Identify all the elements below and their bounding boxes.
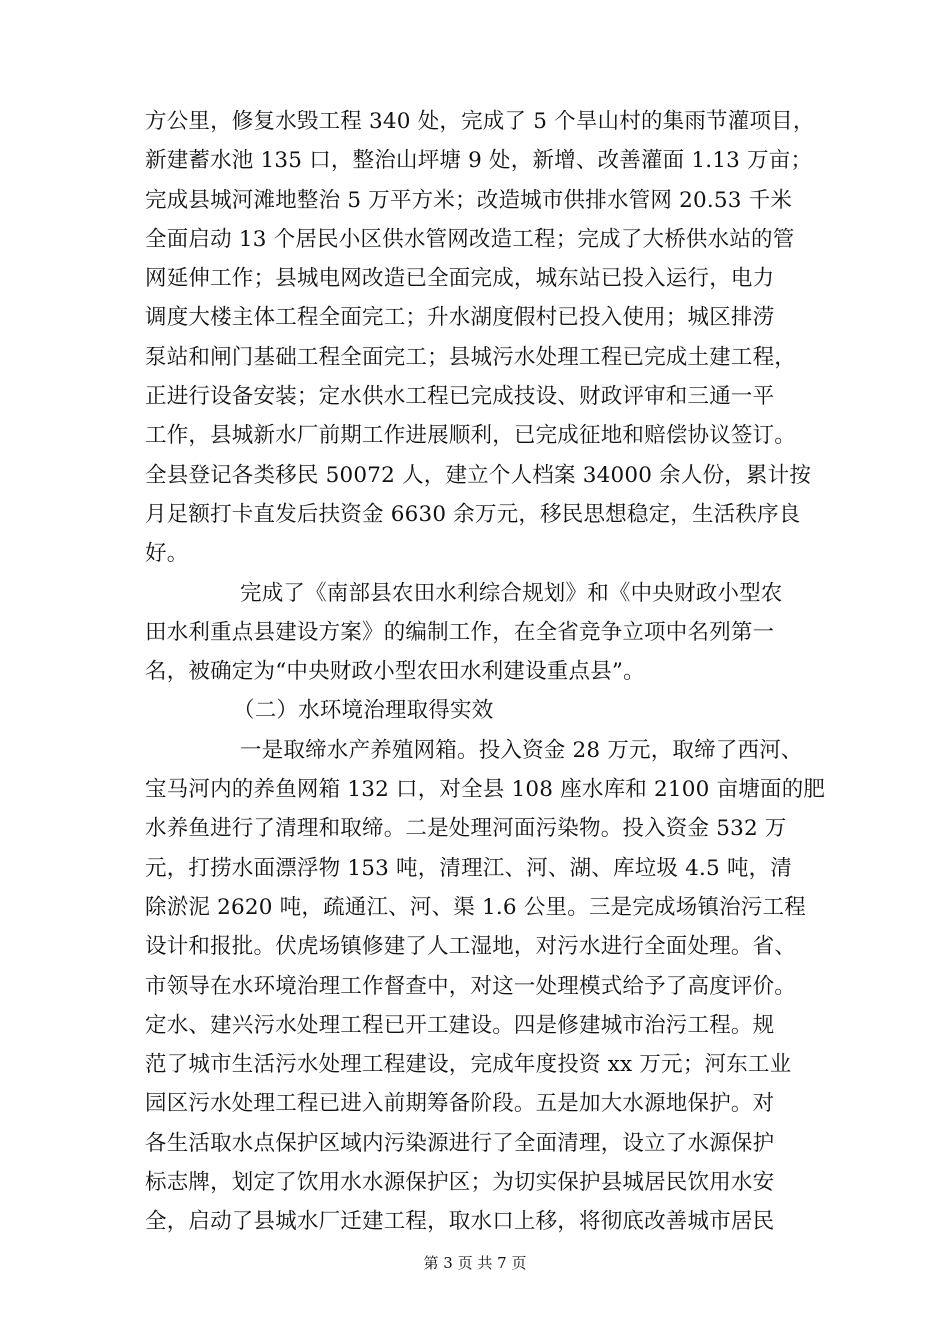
section-heading: （二）水环境治理取得实效	[233, 698, 494, 724]
text-line: 园区污水处理工程已进入前期筹备阶段。五是加大水源地保护。对	[145, 1091, 775, 1117]
paragraph-water-environment	[145, 731, 826, 1242]
text-line: 完成了《南部县农田水利综合规划》和《中央财政小型农	[240, 580, 783, 606]
text-line: 网延伸工作；县城电网改造已全面完成，城东站已投入运行，电力	[145, 266, 775, 292]
text-line: 调度大楼主体工程全面完工；升水湖度假村已投入使用；城区排涝	[145, 305, 775, 331]
text-line: 水养鱼进行了清理和取缔。二是处理河面污染物。投入资金 532 万	[145, 816, 787, 842]
text-line: 月足额打卡直发后扶资金 6630 余万元，移民思想稳定，生活秩序良	[145, 501, 801, 527]
text-line: 各生活取水点保护区域内污染源进行了全面清理，设立了水源保护	[145, 1130, 775, 1156]
text-line: 设计和报批。伏虎场镇修建了人工湿地，对污水进行全面处理。省、	[145, 934, 797, 960]
text-line: 元，打捞水面漂浮物 153 吨，清理江、河、湖、库垃圾 4.5 吨，清	[145, 855, 793, 881]
text-line: 全面启动 13 个居民小区供水管网改造工程；完成了大桥供水站的管	[145, 226, 795, 252]
text-line: 正进行设备安装；定水供水工程已完成技设、财政评审和三通一平	[145, 384, 775, 410]
text-line: 工作，县城新水厂前期工作进展顺利，已完成征地和赔偿协议签订。	[145, 423, 797, 449]
text-line: 完成县城河滩地整治 5 万平方米；改造城市供排水管网 20.53 千米	[145, 187, 793, 213]
page-number-footer: 第 3 页 共 7 页	[423, 1254, 527, 1272]
text-line: 新建蓄水池 135 口，整治山坪塘 9 处，新增、改善灌面 1.13 万亩；	[145, 148, 813, 174]
text-line: 一是取缔水产养殖网箱。投入资金 28 万元，取缔了西河、	[240, 737, 803, 763]
text-line: 全县登记各类移民 50072 人，建立个人档案 34000 余人份，累计按	[145, 462, 812, 488]
document-body	[145, 102, 826, 1242]
text-line: 好。	[145, 541, 189, 567]
text-line: 市领导在水环境治理工作督查中，对这一处理模式给予了高度评价。	[145, 973, 797, 999]
text-line: 名，被确定为“中央财政小型农田水利建设重点县”。	[145, 659, 645, 685]
text-line: 方公里，修复水毁工程 340 处，完成了 5 个旱山村的集雨节灌项目，	[145, 109, 815, 134]
text-line: 定水、建兴污水处理工程已开工建设。四是修建城市治污工程。规	[145, 1012, 775, 1038]
text-line: 标志牌，划定了饮用水水源保护区；为切实保护县城居民饮用水安	[145, 1170, 775, 1196]
text-line: 宝马河内的养鱼网箱 132 口，对全县 108 座水库和 2100 亩塘面的肥	[145, 777, 826, 803]
text-line: 范了城市生活污水处理工程建设，完成年度投资 xx 万元；河东工业	[145, 1052, 792, 1078]
text-line: 全，启动了县城水厂迁建工程，取水口上移，将彻底改善城市居民	[145, 1209, 775, 1235]
paragraph-planning	[145, 574, 805, 692]
text-line: 田水利重点县建设方案》的编制工作，在全省竞争立项中名列第一	[145, 619, 775, 645]
text-line: 除淤泥 2620 吨，疏通江、河、渠 1.6 公里。三是完成场镇治污工程	[145, 894, 806, 920]
paragraph-infrastructure	[145, 102, 815, 574]
text-line: 泵站和闸门基础工程全面完工；县城污水处理工程已完成土建工程，	[145, 344, 797, 370]
